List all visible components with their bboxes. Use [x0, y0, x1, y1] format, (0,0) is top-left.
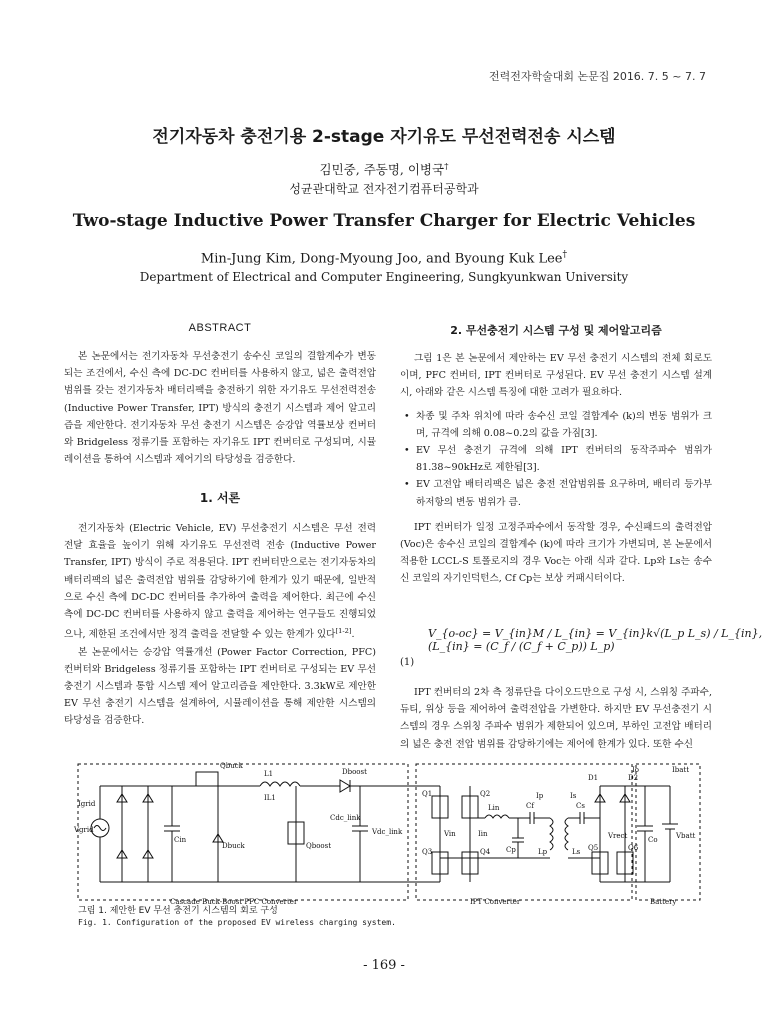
section2-body-cont [400, 684, 712, 753]
label-vin: Vin [444, 830, 456, 838]
intro-body [64, 520, 376, 730]
figure-caption-english: Fig. 1. Configuration of the proposed EV wireless charging system. [78, 918, 396, 927]
coil-lp [550, 818, 553, 850]
label-vdclink: Vdc_link [372, 828, 403, 836]
abstract-heading: ABSTRACT [188, 322, 252, 334]
affiliation-english: Department of Electrical and Computer Engineering, Sungkyunkwan University [139, 270, 629, 284]
label-qboost: Qboost [306, 842, 332, 850]
intro-p1-text: 전기자동차 (Electric Vehicle, EV) 무선충전기 시스템은 무선 전력 전달 효율을 높이기 위해 자기유도 무선전력 전송 (Inductive Power Transfer, IPT) 방식이 주로 적용된다. IPT 컨버터만으로는 전기자동차의 배터리팩의 넓은 출력전압 범위를 감당하기에 한계가 있기 때문에, 일반적으로 수신 측에 DC-DC 컨버터를 추가하여 출력을 제어한다. 최근에 수신 측에 DC-DC 컨버터를 사용하지 않고 출력을 제어하는 연구들도 진행되었으나, 제한된 조건에서만 정격 출력을 전달할 수 있는 한계가 있다 [64, 523, 376, 641]
section2-heading: 2. 무선충전기 시스템 구성 및 제어알고리즘 [450, 324, 662, 337]
section2-paragraph-1: 그림 1은 본 논문에서 제안하는 EV 무선 충전기 시스템의 전체 회로도이며, PFC 컨버터, IPT 컨버터로 구성된다. EV 무선 충전기 시스템 설계 시, 아래와 같은 시스템 특징에 대한 고려가 필요하다. [400, 353, 712, 399]
pfc-block-outline [78, 764, 408, 900]
label-vgrid: Vgrid [74, 826, 94, 834]
feature-item: • EV 고전압 배터리팩은 넓은 충전 전압범위를 요구하며, 배터리 등가부하저항의 변동 범위가 큼. [400, 476, 712, 510]
label-q3: Q3 [422, 848, 433, 856]
intro-paragraph-1: 전기자동차 (Electric Vehicle, EV) 무선충전기 시스템은 무선 전력 전달 효율을 높이기 위해 자기유도 무선전력 전송 (Inductive Power Transfer, IPT) 방식이 주로 적용된다. IPT 컨버터만으로는 전기자동차의 배터리팩의 넓은 출력전압 범위를 감당하기에 한계가 있기 때문에, 일반적으로 수신 측에 DC-DC 컨버터를 추가하여 출력을 제어한다. 최근에 수신 측에 DC-DC 컨버터를 사용하지 않고 출력을 제어하는 연구들도 진행되었으나, 제한된 조건에서만 정격 출력을 전달할 수 있는 한계가 있다[1-2]. [64, 523, 376, 641]
inductor-lin [485, 815, 509, 818]
paper-title-korean: 전기자동차 충전기용 2-stage 자기유도 무선전력전송 시스템 [152, 127, 616, 147]
label-dboost: Dboost [342, 768, 367, 776]
label-vrect: Vrect [608, 832, 628, 840]
intro-p1-ref: [1-2] [335, 627, 352, 636]
label-vbatt: Vbatt [676, 832, 696, 840]
feature-list [400, 408, 712, 511]
label-q1: Q1 [422, 790, 433, 798]
abstract-body [64, 348, 376, 468]
equation-1: V_{o-oc} = V_{in}M / L_{in} = V_{in}k√(L_p L_s) / L_{in}, (L_{in} = (C_f / (C_f + C_p)) L_p) [428, 627, 763, 653]
section2-body [400, 350, 712, 588]
label-q5: Q5 [588, 844, 599, 852]
label-cs: Cs [576, 802, 585, 810]
abstract-text: 본 논문에서는 전기자동차 무선충전기 송수신 코일의 결합계수가 변동되는 조건에서, 수신 측에 DC-DC 컨버터를 사용하지 않고, 넓은 출력전압 범위를 갖는 전기자동차 배터리팩을 충전하기 위한 자기유도 무선전력전송 (Inductive Power Transfer, IPT) 방식의 충전기 시스템과 제어 알고리즘을 제안한다. 전기자동차 무선 충전기 시스템은 승강압 역률보상 컨버터와 Bridgeless 정류기를 포함하는 자기유도 IPT 컨버터로 구성되며, 시뮬레이션을 통하여 시스템과 제어기의 타당성을 검증한다. [64, 351, 376, 466]
figure-caption-korean: 그림 1. 제안한 EV 무선 충전기 시스템의 회로 구성 [78, 906, 278, 916]
label-il1: IL1 [264, 794, 276, 802]
label-lin: Lin [488, 804, 500, 812]
feature-item: • 차종 및 주차 위치에 따라 송수신 코일 결합계수 (k)의 변동 범위가 크며, 규격에 의해 0.08~0.2의 값을 가짐[3]. [400, 408, 712, 442]
label-d2: D2 [628, 774, 639, 782]
label-igrid: Igrid [78, 800, 96, 808]
label-q2: Q2 [480, 790, 491, 798]
label-is: Is [570, 792, 577, 800]
page-number: - 169 - [363, 958, 405, 973]
label-cf: Cf [526, 802, 534, 810]
section2-paragraph-2: IPT 컨버터가 일정 고정주파수에서 동작할 경우, 수신패드의 출력전압 (Voc)은 송수신 코일의 결합계수 (k)에 따라 크기가 가변되며, 본 논문에서 적용한 LCCL-S 토폴로지의 경우 Voc는 아래 식과 같다. Lp와 Ls는 송수신 코일의 자기인덕턴스, Cf Cp는 보상 커패시터이다. [400, 521, 712, 585]
section2-paragraph-3: IPT 컨버터의 2차 측 정류단을 다이오드만으로 구성 시, 스위칭 주파수, 듀티, 위상 등을 제어하여 출력전압을 가변한다. 하지만 EV 무선충전기 시스템의 경우 스위칭 주파수 범위가 제한되어 있으며, 부하인 고전압 배터리의 넓은 충전 전압 범위를 감당하기에는 제어에 한계가 있다. 또한 수신 [400, 687, 712, 750]
block-label-ipt: IPT Converter [470, 898, 521, 906]
authors-english-text: Min-Jung Kim, Dong-Myoung Joo, and Byoung Kuk Lee [200, 251, 563, 267]
label-q4: Q4 [480, 848, 491, 856]
label-l1: L1 [264, 770, 274, 778]
label-iin: Iin [478, 830, 488, 838]
label-cp: Cp [506, 846, 516, 854]
intro-paragraph-2: 본 논문에서는 승강압 역률개선 (Power Factor Correction, PFC) 컨버터와 Bridgeless 정류기를 포함하는 IPT 컨버터로 구성되는 EV 무선충전기 시스템과 통합 시스템 제어 알고리즘을 제안한다. 3.3kW로 제안한 EV 무선 충전기 시스템을 설계하여, 시뮬레이션을 통해 제안한 시스템의 타당성을 검증한다. [64, 646, 376, 727]
authors-korean [0, 160, 768, 178]
label-cin: Cin [174, 836, 187, 844]
dagger-mark-en: † [562, 250, 568, 260]
coil-ls [565, 818, 568, 850]
equation-number: (1) [400, 657, 415, 668]
ac-wave [94, 826, 106, 831]
label-q6: Q6 [628, 844, 639, 852]
label-d1: D1 [588, 774, 599, 782]
label-qbuck: Qbuck [220, 762, 243, 770]
label-co: Co [648, 836, 658, 844]
conference-header: 전력전자학술대회 논문집 2016. 7. 5 ~ 7. 7 [488, 70, 706, 83]
paper-title-english: Two-stage Inductive Power Transfer Charger for Electric Vehicles [72, 211, 696, 231]
circuit-diagram [60, 758, 716, 906]
intro-heading: 1. 서론 [199, 491, 241, 505]
authors-english [0, 250, 768, 266]
label-ibatt: Ibatt [672, 766, 690, 774]
inductor-l1 [260, 782, 300, 786]
label-lp: Lp [538, 848, 548, 856]
label-dbuck: Dbuck [222, 842, 245, 850]
authors-korean-text: 김민중, 주동명, 이병국 [319, 162, 445, 177]
block-label-pfc: Cascade Buck-Boost PFC Converter [170, 898, 298, 906]
label-io: Io [632, 766, 639, 774]
label-ip: Ip [536, 792, 544, 800]
label-ls: Ls [572, 848, 581, 856]
affiliation-korean: 성균관대학교 전자전기컴퓨터공학과 [289, 182, 479, 196]
dagger-mark: † [444, 161, 449, 172]
feature-item: • EV 무선 충전기 규격에 의해 IPT 컨버터의 동작주파수 범위가 81.38~90kHz로 제한됨[3]. [400, 442, 712, 476]
label-cdclink: Cdc_link [330, 814, 361, 822]
block-label-battery: Battery [650, 898, 677, 906]
